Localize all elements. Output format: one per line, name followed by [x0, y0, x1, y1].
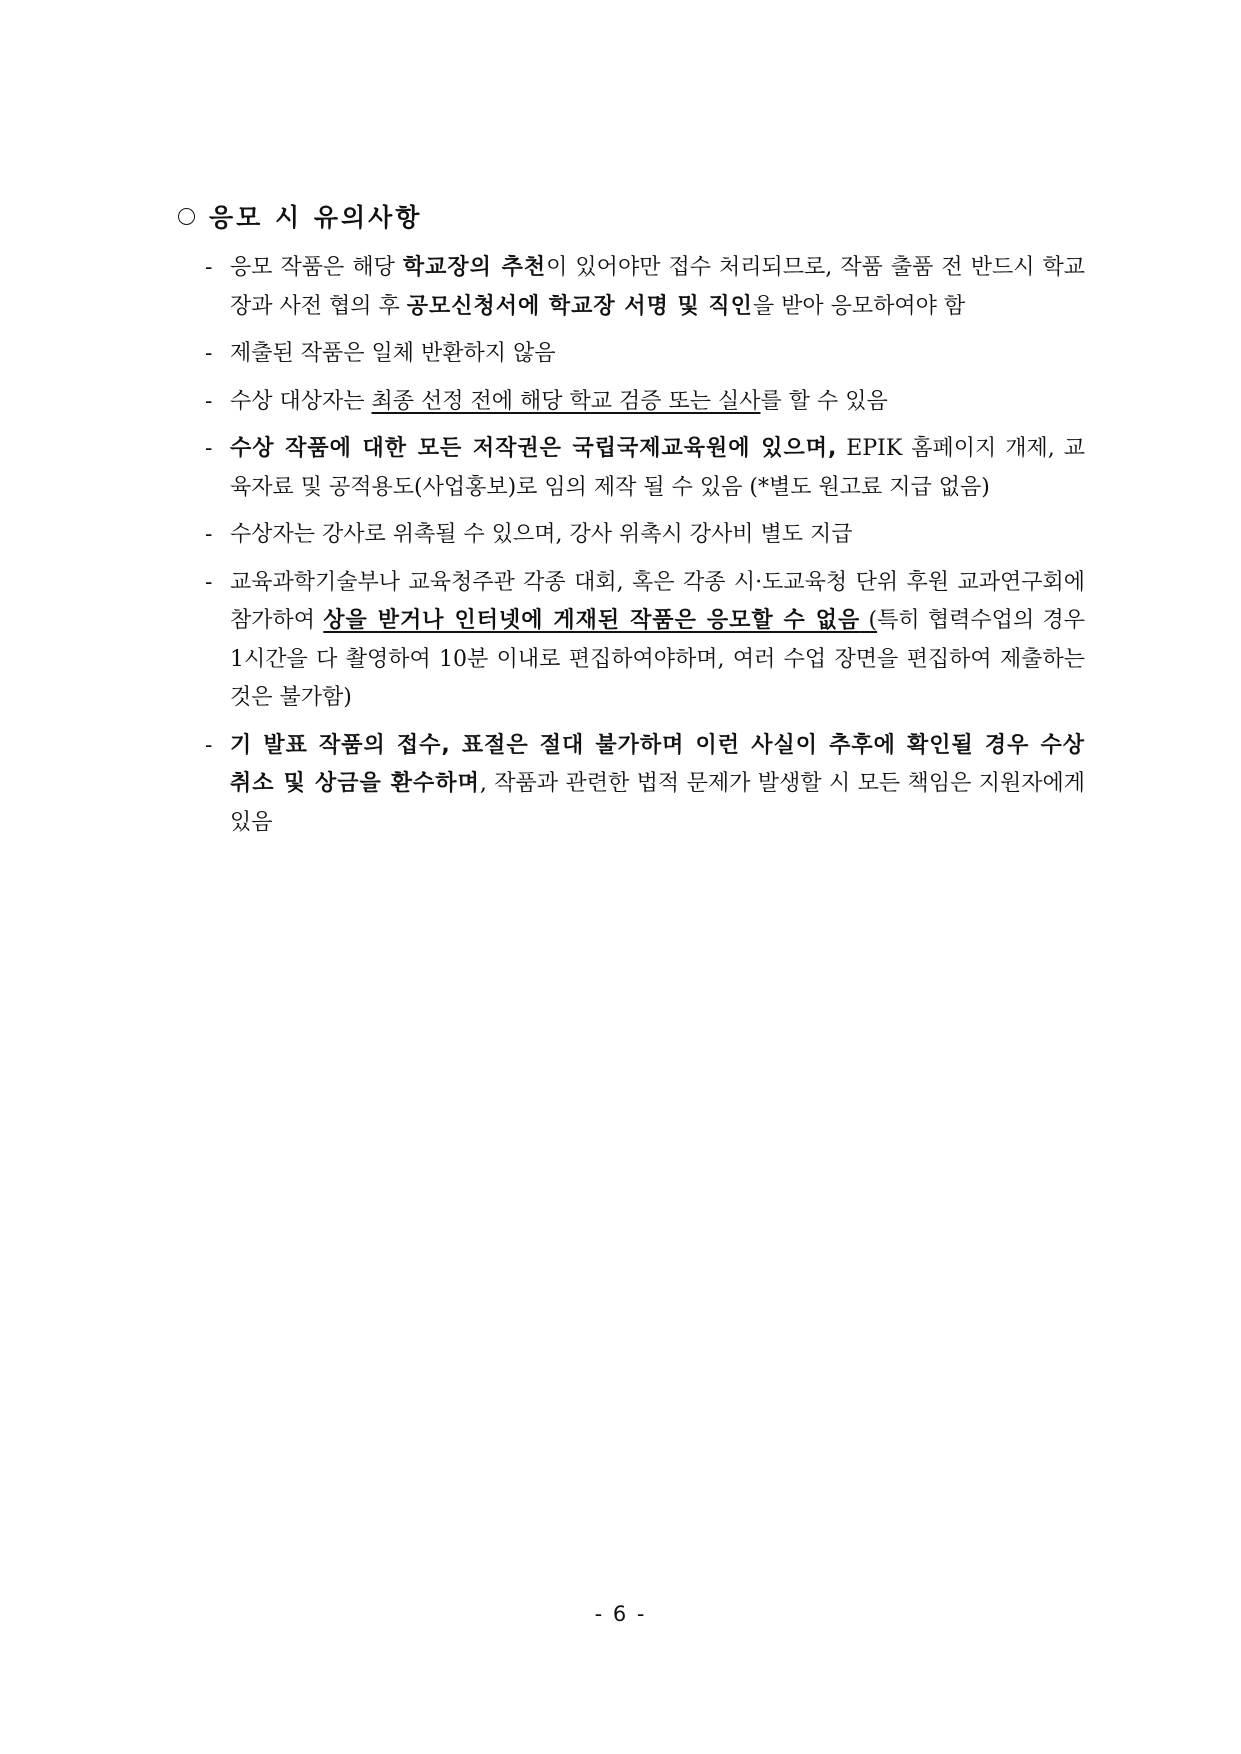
emphasis-text: 학교장의 추천: [402, 255, 547, 280]
item-text: , 작품과 관련한 법적 문제가 발생할 시 모든 책임은 지원자에게 있음: [230, 771, 1086, 835]
dash-bullet: -: [205, 732, 213, 758]
notice-item: [205, 383, 1085, 422]
item-text: EPIK 홈페이지 개제, 교육자료 및 공적용도(사업홍보)로 임의 제작 될 수 있음 (*별도 원고료 지급 없음): [230, 436, 1085, 500]
item-text: 응모 작품은 해당: [230, 255, 403, 280]
notice-item: [205, 335, 1085, 374]
underlined-text: 최종 선정 전에 해당 학교 검증 또는 실사: [371, 388, 761, 414]
dash-bullet: -: [205, 388, 213, 414]
dash-bullet: -: [205, 522, 213, 547]
emphasis-text: 수상 작품에 대한 모든 저작권은 국립국제교육원에 있으며,: [230, 436, 838, 461]
dash-bullet: -: [205, 255, 213, 280]
circle-bullet-icon: [178, 208, 195, 225]
section-heading-text: 응모 시 유의사항: [209, 203, 423, 232]
dash-bullet: -: [205, 569, 213, 595]
notice-item: [205, 564, 1085, 718]
notice-item: [205, 516, 1085, 555]
emphasis-text: 공모신청서에 학교장 서명 및 직인: [406, 293, 753, 319]
section-heading: [178, 198, 422, 234]
dash-bullet: -: [205, 341, 213, 366]
notice-item: [205, 249, 1085, 326]
item-text: 을 받아 응모하여야 함: [752, 293, 966, 319]
emphasis-text: 상을 받거나 인터넷에 게재된 작품은 응모할 수 없음: [323, 608, 861, 633]
item-text: 제출된 작품은 일체 반환하지 않음: [230, 341, 556, 366]
emphasis-text: 기 발표 작품의 접수, 표절은 절대 불가하며 이런 사실이 추후에 확인될 경우 수상 취소 및 상금을 환수하며: [230, 732, 1085, 796]
dash-bullet: -: [205, 436, 213, 461]
item-text: 를 할 수 있음: [760, 388, 888, 414]
item-text: 수상 대상자는: [230, 388, 372, 414]
item-text: 특히 협력수업의 경우 1시간을 다 촬영하여 10분 이내로 편집하여야하며, 여러 수업 장면을 편집하여 제출하는 것은 불가함): [230, 608, 1085, 710]
notice-item: [205, 430, 1085, 507]
item-text: 교육과학기술부나 교육청주관 각종 대회, 혹은 각종 시·도교육청 단위 후원 교과연구회에 참가하여: [230, 569, 1085, 633]
notice-item: [205, 727, 1085, 843]
page-number: - 6 -: [594, 1602, 647, 1626]
item-text: 수상자는 강사로 위촉될 수 있으며, 강사 위촉시 강사비 별도 지급: [230, 522, 853, 547]
notice-list: [205, 249, 1085, 851]
item-text: 이 있어야만 접수 처리되므로, 작품 출품 전 반드시 학교장과 사전 협의 후: [230, 255, 1086, 319]
underlined-text: (: [860, 608, 878, 633]
